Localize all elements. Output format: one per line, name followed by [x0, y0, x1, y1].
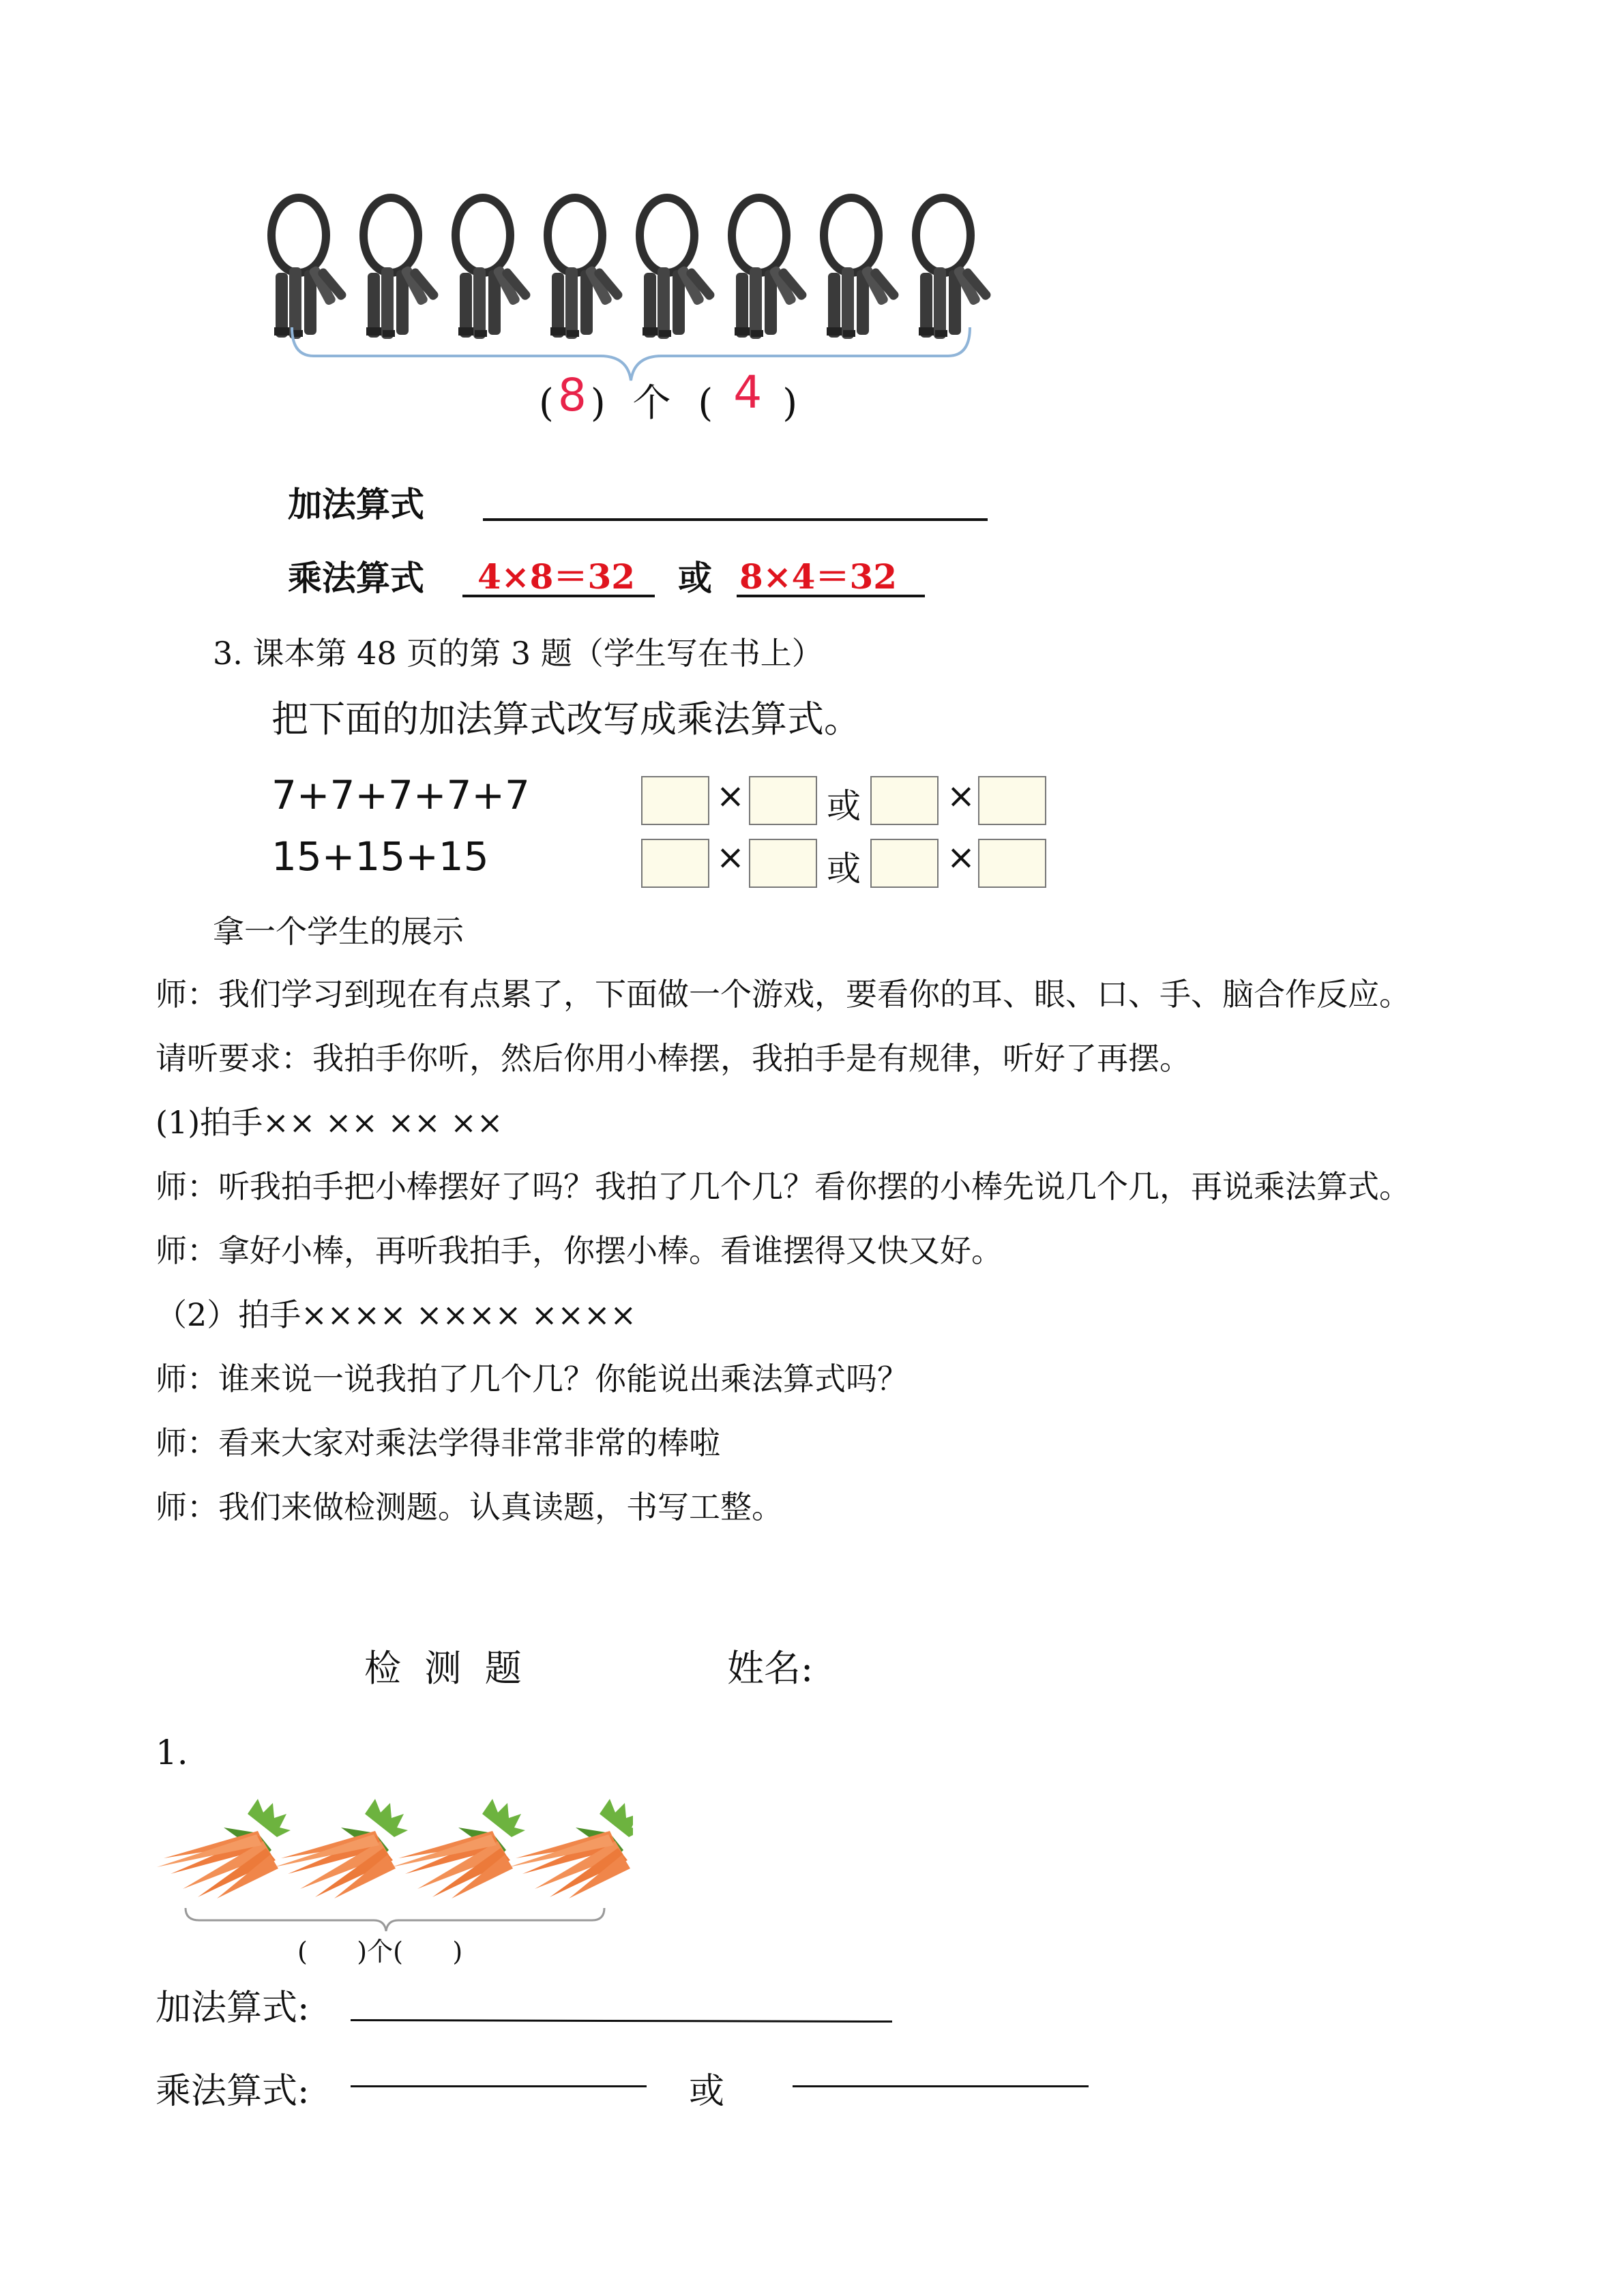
paren-left-1: (	[539, 381, 554, 426]
paren-right-1: )	[590, 381, 606, 426]
row2-box-3[interactable]	[870, 839, 939, 888]
mult-answer-1-underline	[462, 595, 655, 597]
carrot-bunch-4	[509, 1799, 633, 1898]
row2-box-2[interactable]	[749, 839, 817, 888]
carrot-bunch-1	[157, 1799, 291, 1898]
dialogue-line-8: 师：看来大家对乘法学得非常非常的棒啦	[156, 1425, 720, 1461]
carrot-bunch-2	[274, 1799, 408, 1898]
mult-answer-1: 4×8＝32	[477, 556, 636, 597]
example-addition-label: 加法算式	[288, 484, 424, 524]
item3-heading: 3. 课本第 48 页的第 3 题（学生写在书上）	[213, 635, 823, 672]
dialogue-line-4: 师：听我拍手把小棒摆好了吗？我拍了几个几？看你摆的小棒先说几个几，再说乘法算式。	[156, 1168, 1411, 1205]
row1-box-3[interactable]	[870, 776, 939, 825]
dialogue-line-1: 师：我们学习到现在有点累了，下面做一个游戏，要看你的耳、眼、口、手、脑合作反应。	[156, 976, 1411, 1013]
dialogue-line-5: 师：拿好小棒，再听我拍手，你摆小棒。看谁摆得又快又好。	[156, 1232, 1003, 1269]
key-bunch-8	[916, 198, 992, 339]
item3-expression-2: 15+15+15	[271, 833, 489, 880]
row1-times-2: ×	[947, 776, 975, 816]
row1-box-4[interactable]	[978, 776, 1046, 825]
dialogue-line-7: 师：谁来说一说我拍了几个几？你能说出乘法算式吗？	[156, 1360, 909, 1397]
row2-box-4[interactable]	[978, 839, 1046, 888]
student-display-note: 拿一个学生的展示	[213, 913, 464, 950]
quiz-title: 检 测 题	[364, 1647, 522, 1690]
example-or-word: 或	[678, 558, 712, 598]
dialogue-line-2: 请听要求：我拍手你听，然后你用小棒摆，我拍手是有规律，听好了再摆。	[156, 1040, 1191, 1077]
quiz-name-label: 姓名:	[727, 1647, 814, 1690]
key-bunch-2	[364, 198, 440, 339]
row1-or: 或	[827, 786, 861, 826]
dialogue-line-9: 师：我们来做检测题。认真读题，书写工整。	[156, 1489, 783, 1525]
quiz-addition-label: 加法算式:	[156, 1988, 310, 2029]
row1-box-1[interactable]	[641, 776, 709, 825]
dialogue-line-3: (1)拍手×× ×× ×× ××	[156, 1104, 503, 1141]
row1-box-2[interactable]	[749, 776, 817, 825]
paren-right-2: )	[782, 381, 798, 426]
keys-caption	[539, 366, 798, 431]
example-addition-blank[interactable]	[483, 518, 988, 521]
carrot-caption: ( )个( )	[297, 1937, 463, 1967]
quiz-addition-blank[interactable]	[351, 2019, 892, 2023]
carrot-bunch-3	[392, 1799, 525, 1898]
row2-times-2: ×	[947, 837, 975, 877]
row2-box-1[interactable]	[641, 839, 709, 888]
item3-instruction: 把下面的加法算式改写成乘法算式。	[271, 698, 861, 741]
example-multiplication-label: 乘法算式	[288, 558, 424, 598]
key-bunch-1	[271, 198, 348, 339]
key-bunch-3	[456, 198, 532, 339]
key-bunch-4	[548, 198, 624, 339]
key-bunch-6	[732, 198, 808, 339]
key-bunch-7	[824, 198, 900, 339]
quiz-q1-number: 1.	[156, 1733, 188, 1772]
paren-left-2: (	[698, 381, 713, 426]
carrot-brace	[186, 1908, 604, 1931]
item3-expression-1: 7+7+7+7+7	[271, 772, 530, 818]
mult-answer-2: 8×4＝32	[739, 556, 898, 597]
each-count-annotation: 4	[733, 366, 763, 419]
quiz-multiplication-blank-1[interactable]	[351, 2085, 647, 2087]
dialogue-line-6: （2）拍手×××× ×××× ××××	[156, 1296, 637, 1333]
row2-times-1: ×	[716, 837, 745, 877]
quiz-or-word: 或	[689, 2071, 725, 2112]
row1-times-1: ×	[716, 776, 745, 816]
group-count-annotation: 8	[557, 369, 587, 421]
quiz-multiplication-label: 乘法算式:	[156, 2071, 310, 2112]
mult-answer-2-underline	[737, 595, 925, 597]
key-bunch-5	[640, 198, 716, 339]
row2-or: 或	[827, 849, 861, 889]
quiz-multiplication-blank-2[interactable]	[793, 2085, 1089, 2087]
measure-word: 个	[632, 381, 671, 426]
